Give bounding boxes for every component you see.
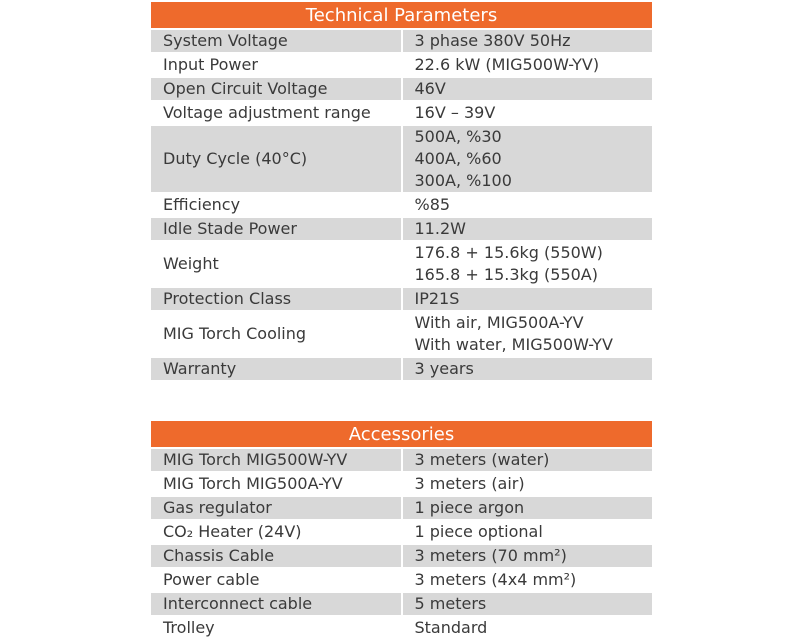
row-protection-class bbox=[151, 287, 652, 311]
accessories-table bbox=[151, 421, 652, 641]
accessory-label: MIG Torch MIG500A-YV bbox=[151, 472, 402, 496]
row-idle-stade-power bbox=[151, 217, 652, 241]
param-value: 11.2W bbox=[402, 217, 653, 241]
param-value: 16V – 39V bbox=[402, 101, 653, 125]
row-open-circuit-voltage bbox=[151, 77, 652, 101]
param-value: 3 years bbox=[402, 357, 653, 381]
row-duty-cycle bbox=[151, 125, 652, 193]
row-mig-torch-water bbox=[151, 448, 652, 472]
row-chassis-cable bbox=[151, 544, 652, 568]
accessory-label: Interconnect cable bbox=[151, 592, 402, 616]
accessory-value: 1 piece optional bbox=[402, 520, 653, 544]
param-label: Warranty bbox=[151, 357, 402, 381]
param-value: 500A, %30 400A, %60 300A, %100 bbox=[402, 125, 653, 193]
param-value: 46V bbox=[402, 77, 653, 101]
accessory-label: MIG Torch MIG500W-YV bbox=[151, 448, 402, 472]
param-label: Weight bbox=[151, 241, 402, 287]
technical-parameters-table bbox=[151, 2, 652, 382]
technical-parameters-header-row bbox=[151, 2, 652, 29]
row-mig-torch-cooling bbox=[151, 311, 652, 357]
row-trolley bbox=[151, 616, 652, 640]
param-label: Voltage adjustment range bbox=[151, 101, 402, 125]
accessory-value: 1 piece argon bbox=[402, 496, 653, 520]
row-co2-heater bbox=[151, 520, 652, 544]
param-value: With air, MIG500A-YV With water, MIG500W-YV bbox=[402, 311, 653, 357]
param-label: Duty Cycle (40°C) bbox=[151, 125, 402, 193]
param-value: IP21S bbox=[402, 287, 653, 311]
accessory-label: Trolley bbox=[151, 616, 402, 640]
row-interconnect-cable bbox=[151, 592, 652, 616]
accessory-value: 5 meters bbox=[402, 592, 653, 616]
param-label: Protection Class bbox=[151, 287, 402, 311]
row-gas-regulator bbox=[151, 496, 652, 520]
row-warranty bbox=[151, 357, 652, 381]
param-value: %85 bbox=[402, 193, 653, 217]
accessory-value: 3 meters (water) bbox=[402, 448, 653, 472]
accessory-value: 3 meters (70 mm²) bbox=[402, 544, 653, 568]
row-system-voltage bbox=[151, 29, 652, 53]
param-label: Idle Stade Power bbox=[151, 217, 402, 241]
accessories-header-row bbox=[151, 421, 652, 448]
accessory-value: 3 meters (air) bbox=[402, 472, 653, 496]
row-efficiency bbox=[151, 193, 652, 217]
param-label: System Voltage bbox=[151, 29, 402, 53]
param-label: MIG Torch Cooling bbox=[151, 311, 402, 357]
accessory-value: Standard bbox=[402, 616, 653, 640]
row-power-cable bbox=[151, 568, 652, 592]
accessory-label: Power cable bbox=[151, 568, 402, 592]
row-weight bbox=[151, 241, 652, 287]
accessories-title: Accessories bbox=[151, 421, 652, 448]
param-label: Open Circuit Voltage bbox=[151, 77, 402, 101]
param-label: Input Power bbox=[151, 53, 402, 77]
param-value: 3 phase 380V 50Hz bbox=[402, 29, 653, 53]
param-value: 176.8 + 15.6kg (550W) 165.8 + 15.3kg (550A) bbox=[402, 241, 653, 287]
technical-parameters-title: Technical Parameters bbox=[151, 2, 652, 29]
row-input-power bbox=[151, 53, 652, 77]
accessory-value: 3 meters (4x4 mm²) bbox=[402, 568, 653, 592]
param-value: 22.6 kW (MIG500W-YV) bbox=[402, 53, 653, 77]
accessory-label: Chassis Cable bbox=[151, 544, 402, 568]
accessory-label: CO₂ Heater (24V) bbox=[151, 520, 402, 544]
accessory-label: Gas regulator bbox=[151, 496, 402, 520]
row-voltage-adjustment-range bbox=[151, 101, 652, 125]
row-mig-torch-air bbox=[151, 472, 652, 496]
param-label: Efficiency bbox=[151, 193, 402, 217]
